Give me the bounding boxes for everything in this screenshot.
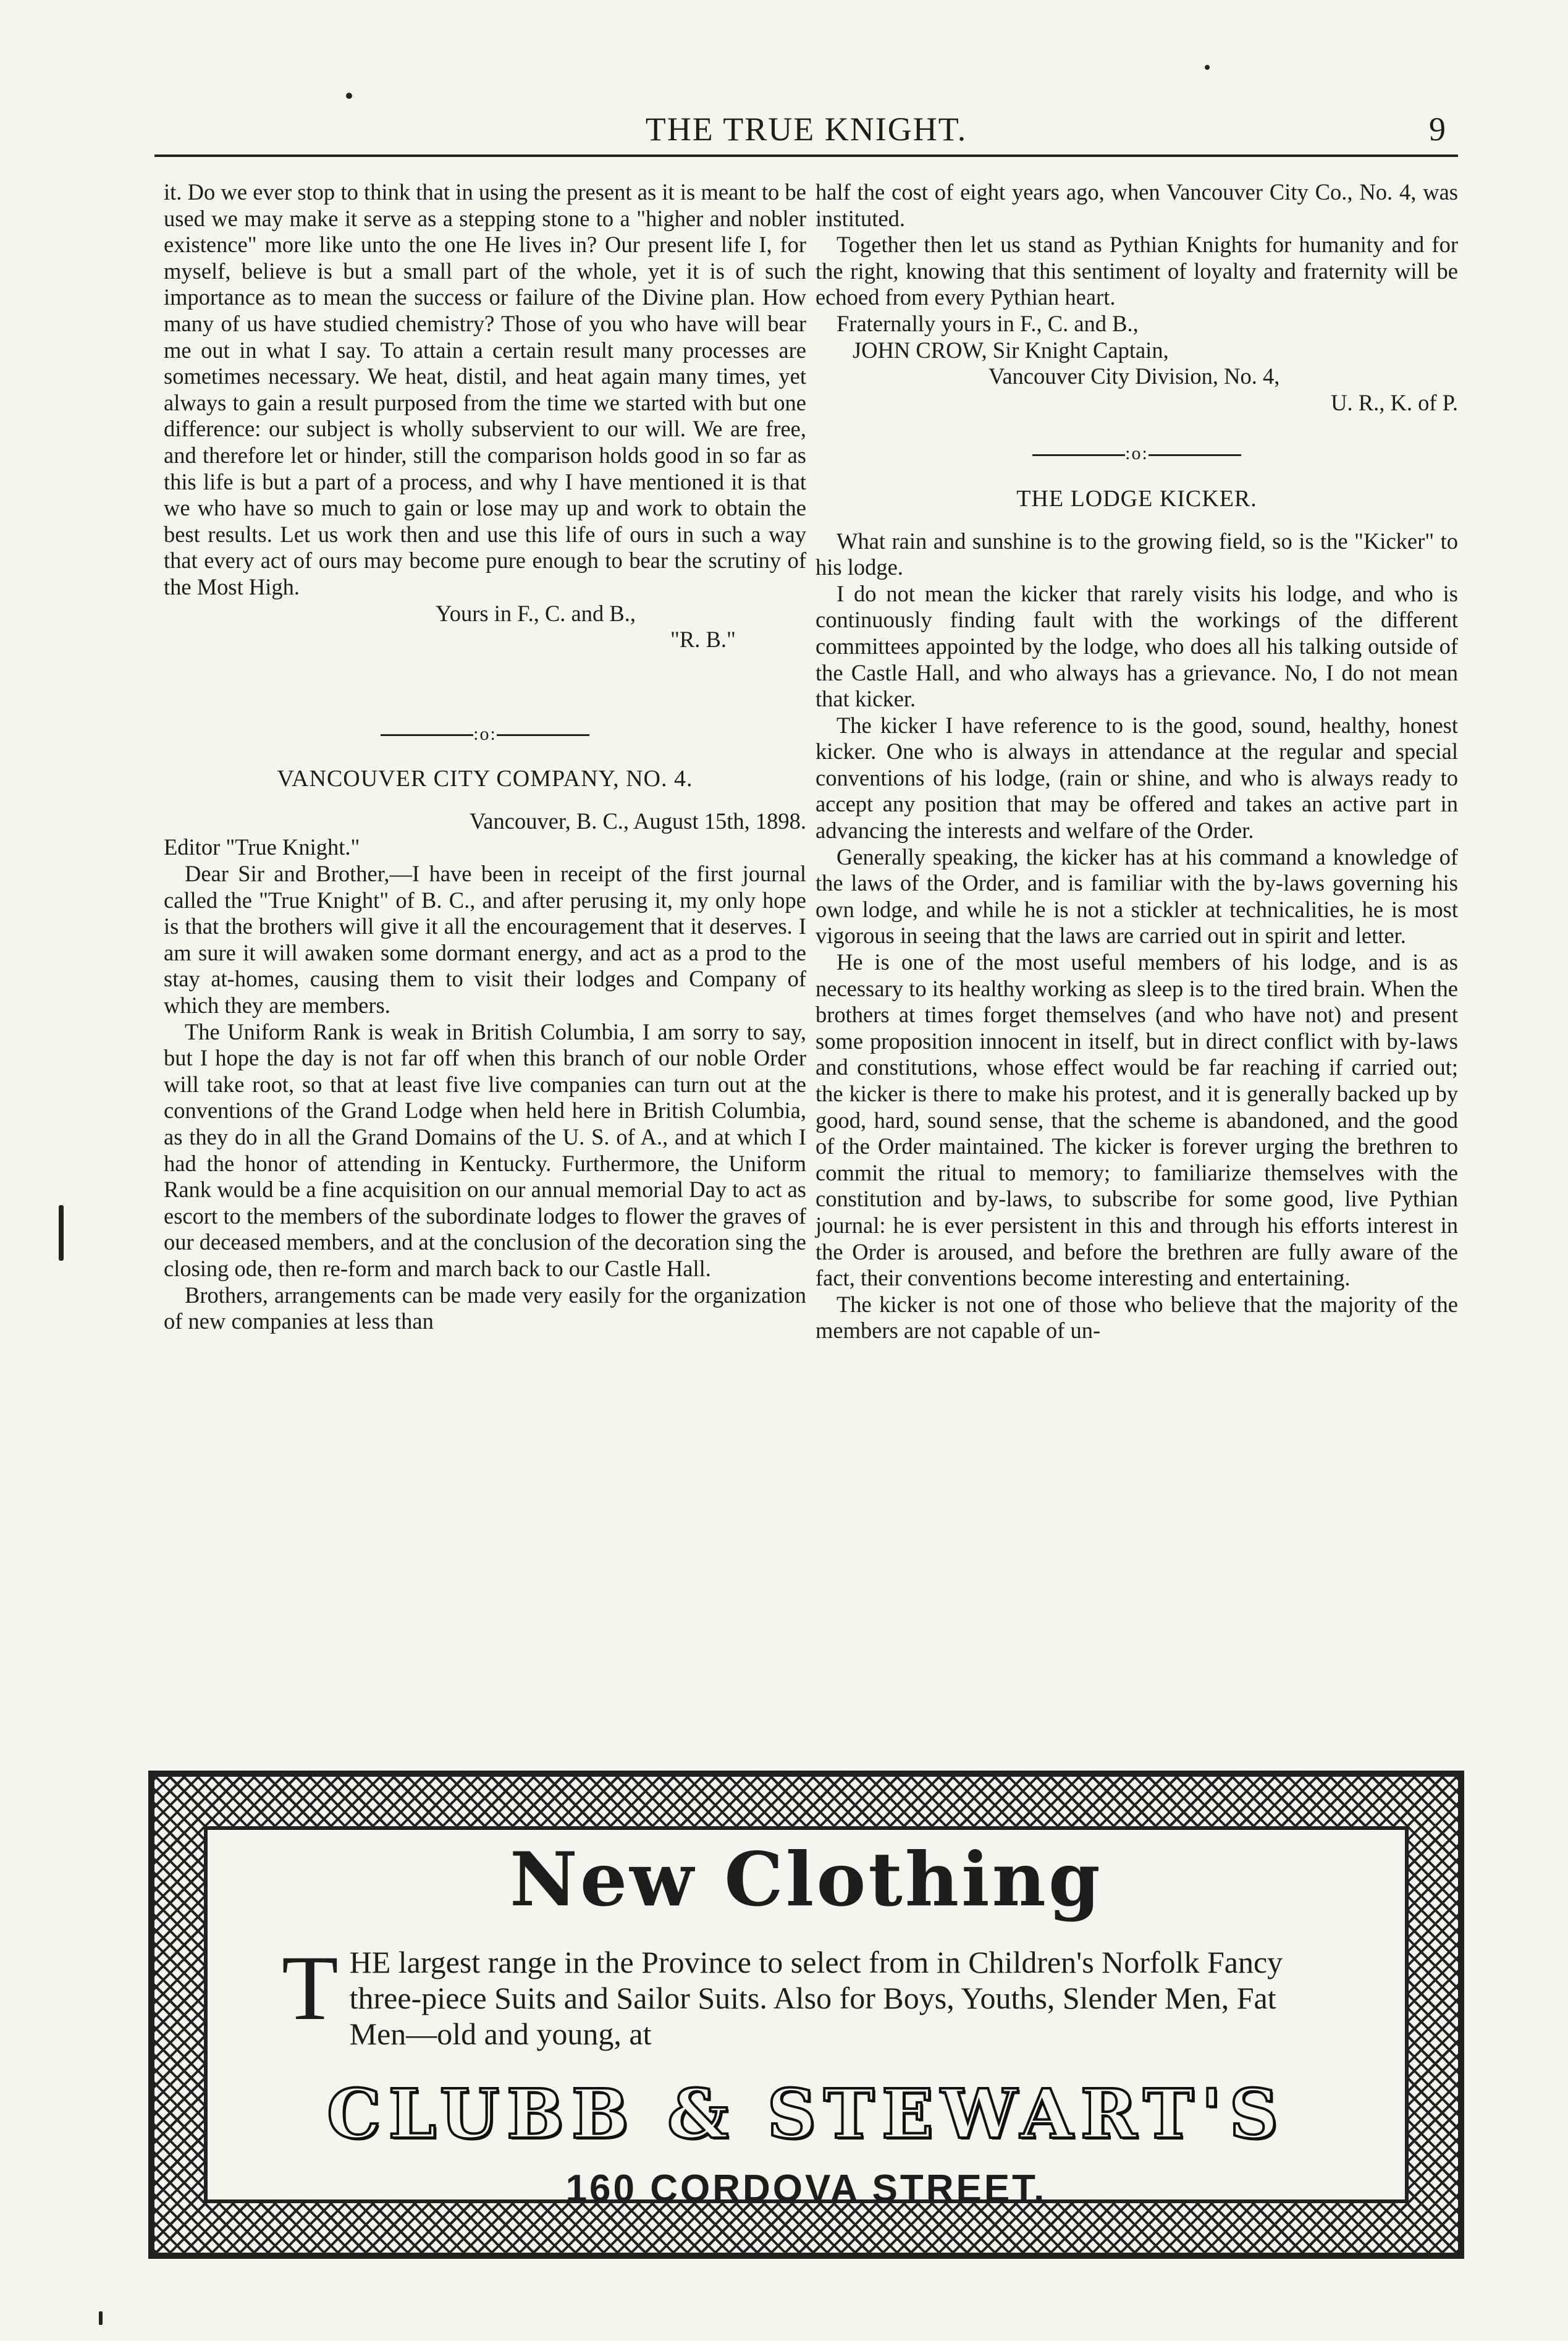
publication-title: THE TRUE KNIGHT.	[645, 111, 967, 148]
scan-speck	[1205, 65, 1210, 70]
letter-paragraph: Together then let us stand as Pythian Knights for humanity and for the right, knowing that this sentiment of loyalty and fraternity will be echoed from every Pythian heart.	[816, 232, 1458, 310]
article-paragraph: What rain and sunshine is to the growing field, so is the "Kicker" to his lodge.	[816, 528, 1458, 580]
article-paragraph: I do not mean the kicker that rarely visits his lodge, and who is continuously finding fault with the workings of the different committees appointed by the lodge, who does all his talking outside of the Castle Hall, and who always has a grievance. No, I do not mean that kicker.	[816, 580, 1458, 712]
scan-speck	[59, 1205, 64, 1261]
store-address: 160 CORDOVA STREET.	[565, 2167, 1047, 2210]
article-paragraph: The kicker is not one of those who believe that the majority of the members are not capable of un-	[816, 1291, 1458, 1344]
left-column	[164, 179, 806, 1335]
drop-cap: T	[282, 1937, 339, 2039]
letter-paragraph: The Uniform Rank is weak in British Columbia, I am sorry to say, but I hope the day is not far off when this branch of our noble Order will take root, so that at least five live companies can turn out at the conventions of the Grand Lodge when held here in British Columbia, as they do in all the Grand Domains of the U. S. of A., and at which I had the honor of attending in Kentucky. Furthermore, the Uniform Rank would be a fine acquisition on our annual memorial Day to act as escort to the members of the subordinate lodges to flower the graves of our deceased members, and at the conclusion of the decoration sing the closing ode, then re-form and march back to our Castle Hall.	[164, 1018, 806, 1281]
letter-closing: Fraternally yours in F., C. and B.,	[837, 310, 1139, 336]
letter-paragraph: Brothers, arrangements can be made very easily for the organization of new companies at less than	[164, 1282, 806, 1334]
section-title: THE LODGE KICKER.	[1016, 485, 1257, 512]
signer-name: JOHN CROW, Sir Knight Captain,	[853, 337, 1169, 363]
section-separator	[164, 721, 806, 748]
advertisement-heading: New Clothing	[510, 1836, 1103, 1923]
right-column	[816, 179, 1458, 1344]
letter-addressee: Editor "True Knight."	[164, 834, 360, 860]
advertisement-body	[282, 1937, 1331, 2052]
letter-closing: Yours in F., C. and B.,	[436, 600, 636, 626]
letter-signature: "R. B."	[670, 627, 736, 653]
article-paragraph: The kicker I have reference to is the good, sound, healthy, honest kicker. One who is always in attendance at the regular and special conventions of his lodge, (rain or shine, and who is always ready to accept any position that may be offered and takes an active part in advancing the interests and welfare of the Order.	[816, 712, 1458, 844]
section-separator	[816, 441, 1458, 467]
scan-speck	[99, 2311, 103, 2325]
store-name: CLUBB & STEWART'S	[326, 2074, 1286, 2154]
signer-division: Vancouver City Division, No. 4,	[988, 363, 1280, 389]
page-header	[154, 105, 1458, 157]
article-paragraph: it. Do we ever stop to think that in using the present as it is meant to be used we may make it serve as a stepping stone to a "higher and nobler existence" more like unto the one He lives in? Our present life I, for myself, believe is but a small part of the whole, yet it is of such importance as to mean the success or failure of the Divine plan. How many of us have studied chemistry? Those of you who have will bear me out in what I say. To attain a certain result many processes are sometimes necessary. We heat, distil, and heat again many times, yet always to gain a result purposed from the time we started with but one difference: our subject is wholly subservient to our will. We are free, and therefore let or hinder, still the comparison holds good in so far as this life is but a part of a process, and why I have mentioned it is that we who have so much to gain or lose may up and work to obtain the best results. Let us work then and use this life of ours in such a way that every act of ours may become pure enough to bear the scrutiny of the Most High.	[164, 179, 806, 599]
article-paragraph: He is one of the most useful members of his lodge, and is as necessary to its healthy working as sleep is to the tired brain. When the brothers at times forget themselves (and who have not) and present some proposition innocent in itself, but in direct conflict with by-laws and constitutions, whose effect would be far reaching if carried out; the kicker is there to make his protest, and it is generally backed up by good, hard, sound sense, that the scheme is abandoned, and the good of the Order maintained. The kicker is forever urging the brethren to commit the ritual to memory; to familiarize themselves with the constitution and by-laws, to subscribe for some good, live Pythian journal: he is ever persistent in this and through his efforts interest in the Order is aroused, and before the brethren are fully aware of the fact, their conventions become interesting and entertaining.	[816, 949, 1458, 1291]
separator-mark: :o:	[1125, 443, 1149, 464]
letter-dateline: Vancouver, B. C., August 15th, 1898.	[469, 808, 806, 834]
page-number: 9	[1429, 111, 1446, 148]
signer-order: U. R., K. of P.	[1331, 389, 1458, 415]
letter-paragraph: Dear Sir and Brother,—I have been in receipt of the first journal called the "True Knight" of B. C., and after perusing it, my only hope is that the brothers will give it all the encouragement that it deserves. I am sure it will awaken some dormant energy, and act as a prod to the stay at-homes, causing them to visit their lodges and Company of which they are members.	[164, 861, 806, 1018]
article-paragraph: Generally speaking, the kicker has at his command a knowledge of the laws of the Order, and is familiar with the by-laws governing his own lodge, and while he is not a stickler at technicalities, he is most vigorous in seeing that the laws are carried out in spirit and letter.	[816, 844, 1458, 949]
clothing-advertisement	[148, 1771, 1464, 2259]
section-title: VANCOUVER CITY COMPANY, NO. 4.	[277, 766, 693, 792]
advertisement-text: HE largest range in the Province to select from in Children's Norfolk Fancy three-piece Suits and Sailor Suits. Also for Boys, Youths, Slender Men, Fat Men—old and young, at	[349, 1945, 1283, 2051]
separator-mark: :o:	[473, 723, 497, 744]
advertisement-panel	[204, 1826, 1409, 2210]
scan-speck	[346, 93, 352, 99]
letter-paragraph: half the cost of eight years ago, when Vancouver City Co., No. 4, was instituted.	[816, 179, 1458, 231]
